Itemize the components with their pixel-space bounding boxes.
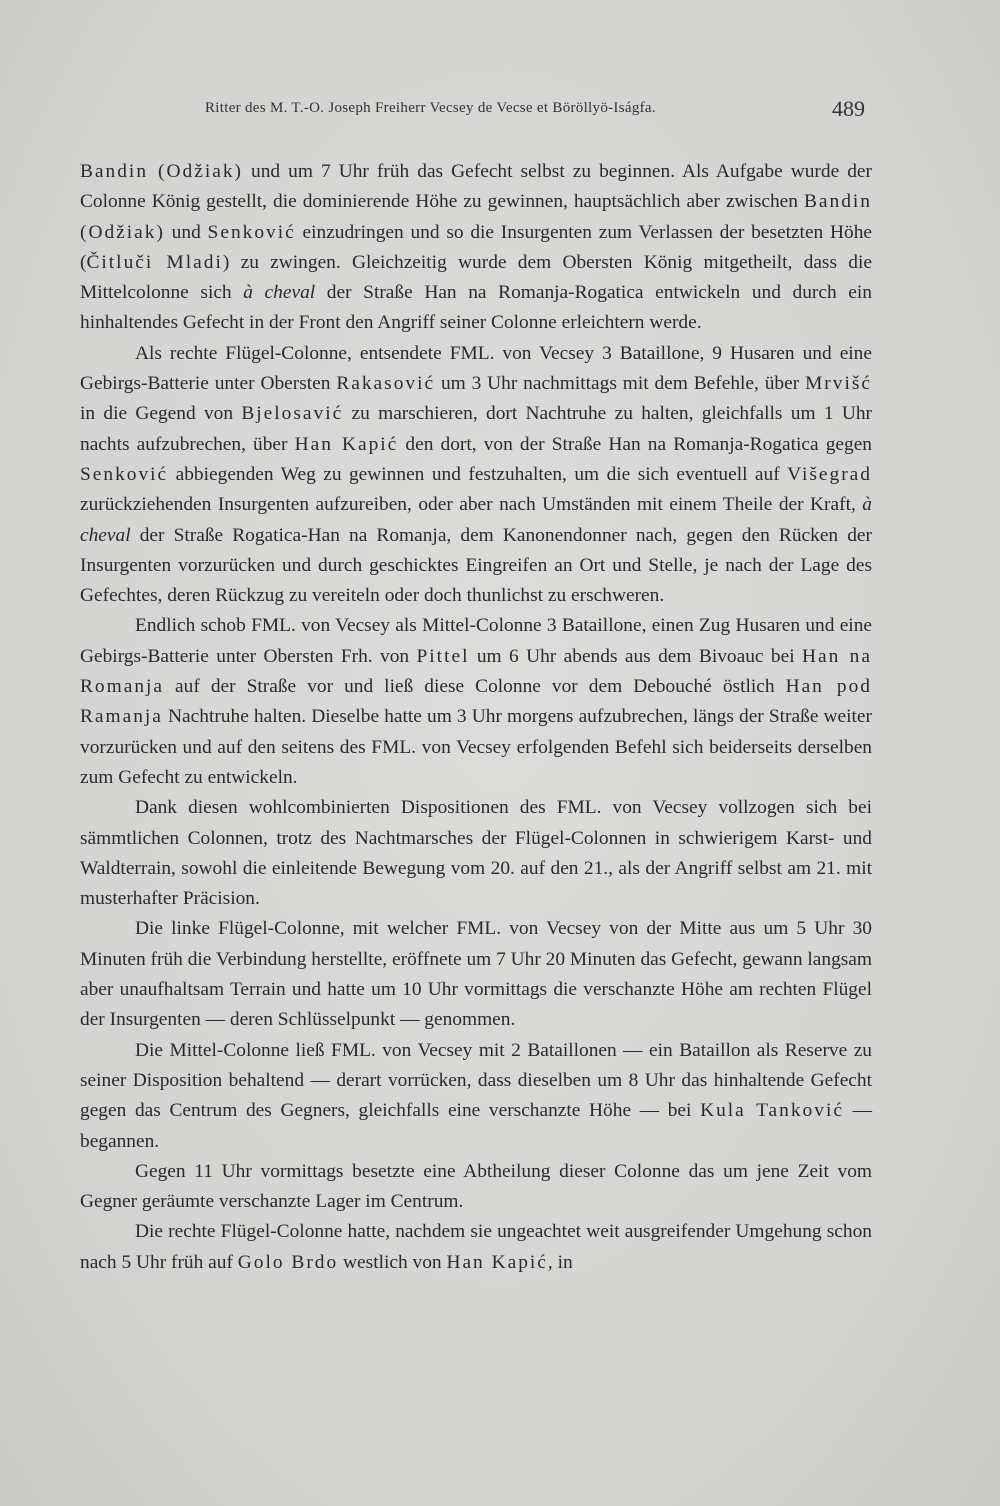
text-run: abbiegenden Weg zu gewinnen und festzuhalten, um die sich eventuell auf — [168, 463, 788, 485]
spaced-name: Golo Brdo — [237, 1251, 339, 1273]
paragraph — [80, 1157, 872, 1218]
text-run: und — [164, 221, 208, 243]
text-run: um 6 Uhr abends aus dem Bivoauc bei — [469, 645, 802, 667]
text-run: der Straße Han na Romanja-Rogatica entwickeln und durch ein hinhaltendes Gefecht in der Front den Angriff seiner Colonne erleichtern werde. — [80, 282, 872, 334]
spaced-name: Senković — [207, 221, 296, 243]
spaced-name: Bandin (Odžiak) — [80, 161, 243, 182]
text-run: einzudringen und so die Insurgenten zum Verlassen der besetzten Höhe ( — [80, 221, 873, 273]
spaced-name: Višegrad — [787, 463, 872, 485]
spaced-name: Bjelosavić — [241, 403, 344, 425]
text-run: der Straße Rogatica-Han na Romanja, dem Kanonendonner nach, gegen den Rücken der Insurgenten vorzurücken und durch geschicktes Eingreifen an Ort und Stelle, je nach der Lage des Gefechtes, deren Rückzug zu vereiteln oder doch thunlichst zu erschweren. — [80, 524, 872, 607]
text-run: Die rechte Flügel-Colonne hatte, nachdem sie ungeachtet weit ausgreifender Umgehung schon nach 5 Uhr früh auf — [80, 1221, 872, 1273]
text-run: Als rechte Flügel-Colonne, entsendete FML. von Vecsey 3 Bataillone, 9 Husaren und eine Gebirgs-Batterie unter Obersten — [80, 342, 872, 395]
spaced-name: Bandin (Odžiak) — [80, 191, 872, 243]
text-run: Nachtruhe halten. Dieselbe hatte um 3 Uhr morgens aufzubrechen, längs der Straße weiter vorzurücken und auf den seitens des FML. von Vecsey erfolgenden Befehl sich beiderseits derselben zum Gefecht zu entwickeln. — [80, 706, 872, 788]
text-run: den dort, von der Straße Han na Romanja-Rogatica gegen — [398, 433, 872, 455]
text-run: ) zu zwingen. Gleichzeitig wurde dem Obersten König mitgetheilt, dass die Mittelcolonne sich — [80, 251, 872, 304]
spaced-name: Han Kapić — [294, 433, 399, 455]
paragraph — [80, 1036, 872, 1157]
page-number: 489 — [832, 96, 865, 121]
running-title: Ritter des M. T.-O. Joseph Freiherr Vecsey de Vecse et Böröllyö-Iságfa. — [205, 100, 656, 116]
text-run: , in — [547, 1251, 573, 1273]
italic-phrase: à cheval — [80, 494, 872, 546]
text-run: westlich von — [338, 1251, 447, 1273]
text-run: und um 7 Uhr früh das Gefecht selbst zu beginnen. Als Aufgabe wurde der Colonne König gestellt, die dominierende Höhe zu gewinnen, hauptsächlich aber zwischen — [80, 161, 872, 213]
paragraph — [80, 611, 872, 793]
italic-phrase: à cheval — [243, 282, 316, 304]
text-run: um 3 Uhr nachmittags mit dem Befehle, über — [435, 373, 806, 395]
paragraph — [80, 1217, 872, 1278]
paragraph — [80, 793, 872, 914]
spaced-name: Čitluči Mladi — [86, 251, 223, 273]
spaced-name: Han na Romanja — [80, 645, 872, 698]
spaced-name: Mrvišć — [805, 373, 872, 395]
body-text — [80, 157, 872, 1278]
paragraph — [80, 157, 872, 339]
text-run: zu marschieren, dort Nachtruhe zu halten, gleichfalls um 1 Uhr nachts aufzubrechen, über — [80, 403, 872, 455]
text-run: Endlich schob FML. von Vecsey als Mittel-Colonne 3 Bataillone, einen Zug Husaren und eine Gebirgs-Batterie unter Obersten Frh. von — [80, 615, 872, 667]
text-run: Die linke Flügel-Colonne, mit welcher FML. von Vecsey von der Mitte aus um 5 Uhr 30 Minuten früh die Verbindung herstellte, eröffnete um 7 Uhr 20 Minuten das Gefecht, gewann langsam aber unaufhaltsam Terrain und hatte um 10 Uhr vormittags die verschanzte Höhe am rechten Flügel der Insurgenten — deren Schlüsselpunkt — genommen. — [80, 918, 872, 1031]
spaced-name: Pittel — [416, 645, 470, 667]
text-run: Dank diesen wohlcombinierten Dispositionen des FML. von Vecsey vollzogen sich bei sämmtlichen Colonnen, trotz des Nachtmarsches der Flügel-Colonnen in schwierigem Karst- und Waldterrain, sowohl die einleitende Bewegung vom 20. auf den 21., als der Angriff selbst am 21. mit musterhafter Präcision. — [80, 797, 872, 910]
text-run: Gegen 11 Uhr vormittags besetzte eine Abtheilung dieser Colonne das um jene Zeit vom Gegner geräumte verschanzte Lager im Centrum. — [80, 1160, 872, 1213]
text-run: auf der Straße vor und ließ diese Colonne vor dem Debouché östlich — [164, 676, 786, 698]
text-run: in die Gegend von — [80, 403, 242, 425]
spaced-name: Han Kapić — [446, 1251, 548, 1273]
paragraph — [80, 339, 872, 612]
spaced-name: Han pod Ramanja — [80, 676, 872, 728]
paragraph — [80, 914, 872, 1035]
spaced-name: Kula Tanković — [700, 1100, 844, 1122]
text-run: Die Mittel-Colonne ließ FML. von Vecsey mit 2 Bataillonen — ein Bataillon als Reserve zu seiner Disposition behaltend — derart vorrücken, dass dieselben um 8 Uhr das hinhaltende Gefecht gegen das Centrum des Gegners, gleichfalls eine verschanzte Höhe — bei — [80, 1039, 872, 1122]
text-run: — begannen. — [80, 1100, 872, 1152]
spaced-name: Senković — [80, 463, 169, 485]
spaced-name: Rakasović — [336, 373, 436, 395]
text-run: zurückziehenden Insurgenten aufzureiben, oder aber nach Umständen mit einem Theile der Kraft, — [80, 494, 863, 516]
